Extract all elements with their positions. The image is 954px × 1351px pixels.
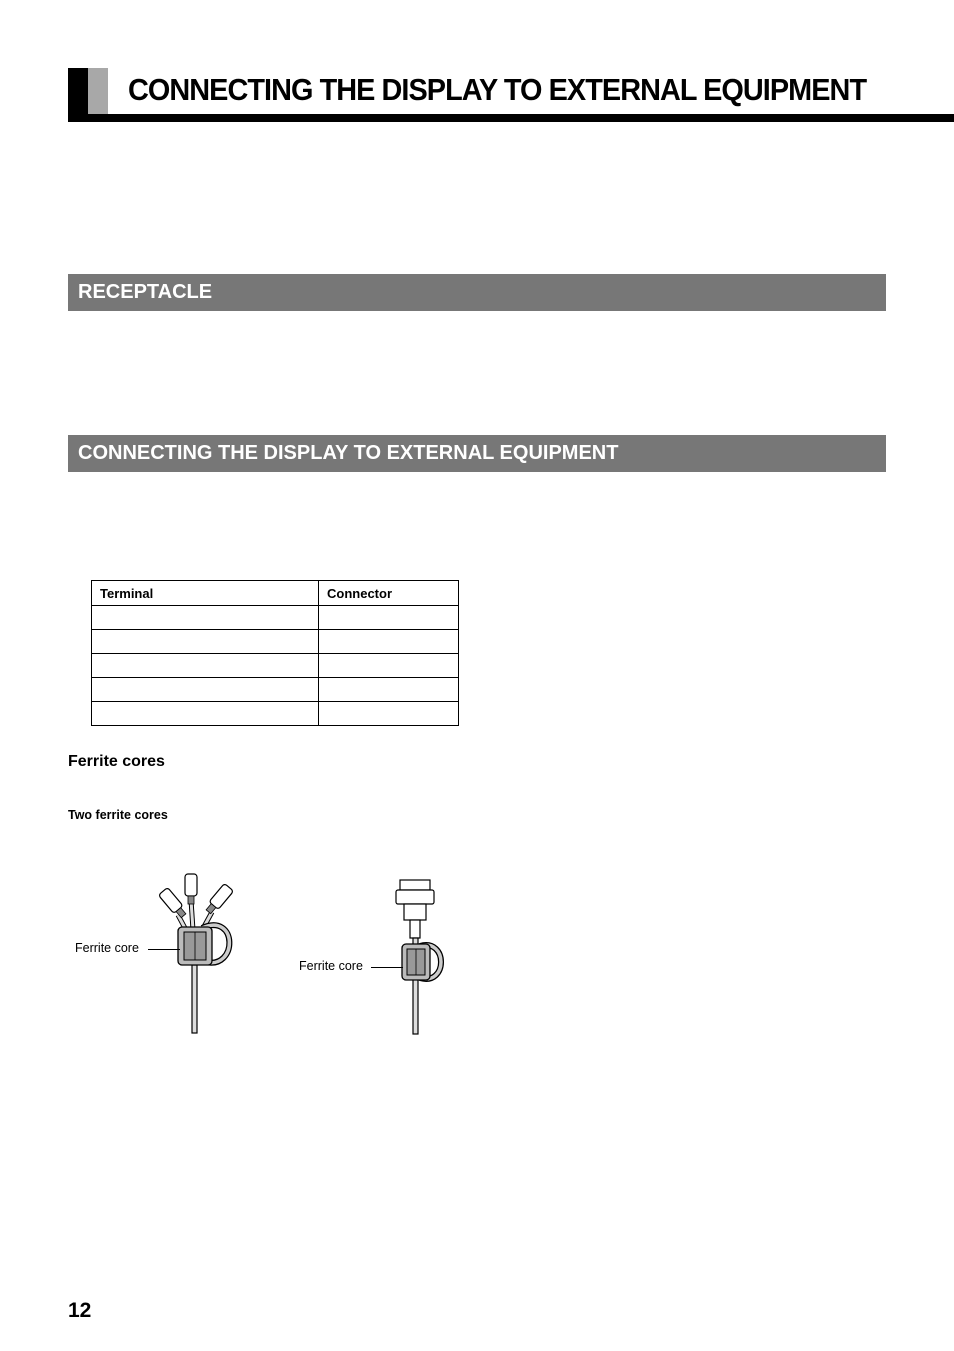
section-connecting — [68, 435, 886, 472]
table-cell — [319, 654, 459, 678]
section-receptacle — [68, 274, 886, 311]
section-receptacle-label: RECEPTACLE — [78, 281, 213, 303]
table-cell — [319, 630, 459, 654]
ferrite-core-callout-right: Ferrite core — [299, 959, 363, 973]
table-cell — [319, 678, 459, 702]
table-cell — [319, 702, 459, 726]
callout-leader-right — [371, 967, 403, 968]
table-row — [92, 606, 459, 630]
title-grey-tab — [88, 68, 108, 114]
dsub-cable-illustration — [390, 878, 460, 1036]
page-title: CONNECTING THE DISPLAY TO EXTERNAL EQUIPMENT — [128, 72, 867, 107]
three-plug-cable-illustration — [150, 870, 245, 1035]
section-connecting-label: CONNECTING THE DISPLAY TO EXTERNAL EQUIPMENT — [78, 442, 619, 464]
table-cell — [319, 606, 459, 630]
table-cell — [92, 702, 319, 726]
table-row — [92, 630, 459, 654]
table-row — [92, 678, 459, 702]
table-row — [92, 702, 459, 726]
table-cell — [92, 678, 319, 702]
ferrite-core-callout-left: Ferrite core — [75, 941, 139, 955]
title-underline — [88, 114, 954, 122]
two-ferrite-cores-label: Two ferrite cores — [68, 808, 168, 822]
page-number: 12 — [68, 1299, 92, 1322]
callout-leader-left — [148, 949, 180, 950]
table-cell — [92, 654, 319, 678]
terminal-connector-table — [91, 580, 459, 726]
title-black-tab — [68, 68, 88, 122]
column-header-connector: Connector — [319, 581, 459, 606]
table-cell — [92, 630, 319, 654]
column-header-terminal: Terminal — [92, 581, 319, 606]
chapter-title-block — [68, 68, 954, 122]
table-row — [92, 654, 459, 678]
ferrite-cores-heading: Ferrite cores — [68, 753, 165, 770]
table-cell — [92, 606, 319, 630]
table-header-row — [92, 581, 459, 606]
